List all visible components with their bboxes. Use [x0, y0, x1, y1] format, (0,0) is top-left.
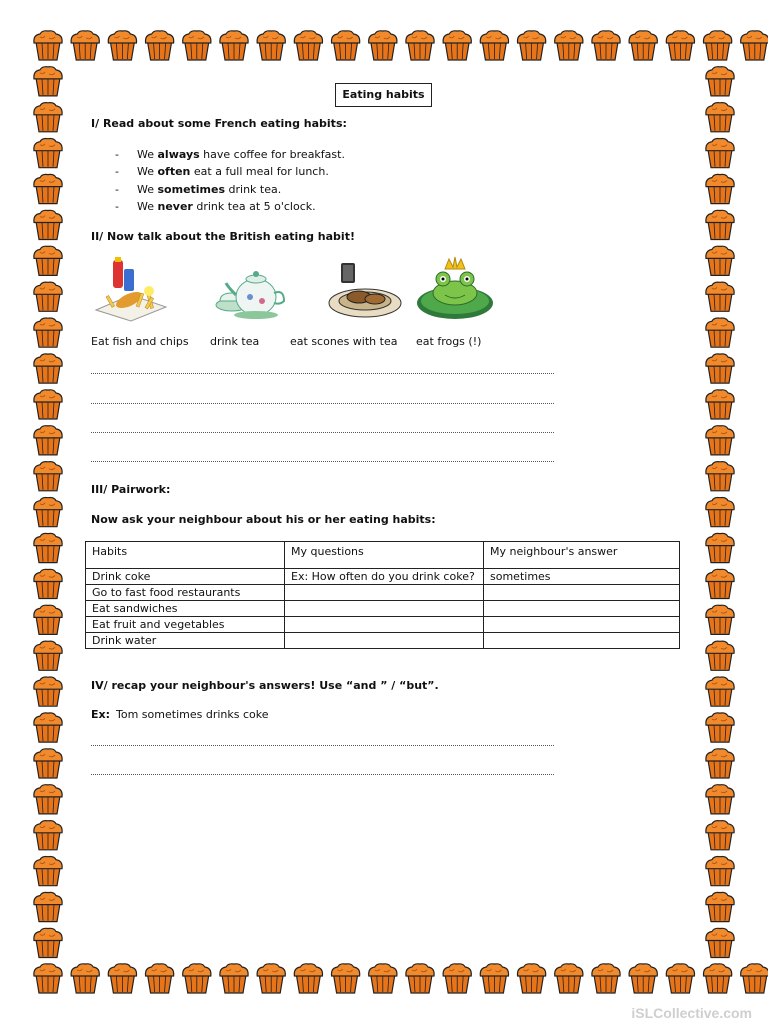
fish-and-chips-icon — [91, 255, 171, 325]
table-header: Habits — [86, 542, 285, 569]
watermark: iSLCollective.com — [631, 1005, 752, 1021]
scones-plate-icon — [325, 255, 405, 325]
table-cell: Go to fast food restaurants — [86, 585, 285, 601]
frog-icon — [413, 255, 498, 325]
table-header: My neighbour's answer — [484, 542, 680, 569]
habits-table — [85, 541, 680, 649]
french-habits-list — [115, 146, 345, 215]
list-item: - We always have coffee for breakfast. — [115, 148, 345, 161]
table-header-row — [86, 542, 680, 569]
table-cell[interactable] — [285, 617, 484, 633]
table-row — [86, 601, 680, 617]
table-cell[interactable]: Ex: How often do you drink coke? — [285, 569, 484, 585]
section1-heading: I/ Read about some French eating habits: — [91, 117, 347, 130]
table-cell[interactable] — [484, 633, 680, 649]
table-cell: Eat fruit and vegetables — [86, 617, 285, 633]
answer-line[interactable] — [91, 403, 554, 404]
table-cell[interactable] — [484, 617, 680, 633]
answer-line[interactable] — [91, 774, 554, 775]
caption-drink-tea: drink tea — [210, 335, 260, 348]
table-header: My questions — [285, 542, 484, 569]
list-item: - We never drink tea at 5 o'clock. — [115, 199, 316, 213]
caption-scones: eat scones with tea — [290, 335, 398, 348]
table-cell[interactable] — [484, 585, 680, 601]
table-row — [86, 617, 680, 633]
section2-heading: II/ Now talk about the British eating habit! — [91, 230, 355, 243]
table-cell: Drink coke — [86, 569, 285, 585]
answer-line[interactable] — [91, 461, 554, 462]
example-label: Ex: — [91, 708, 111, 721]
table-cell[interactable]: sometimes — [484, 569, 680, 585]
table-row — [86, 585, 680, 601]
teapot-icon — [210, 255, 290, 325]
section3-subheading: Now ask your neighbour about his or her eating habits: — [91, 513, 436, 526]
section3-heading: III/ Pairwork: — [91, 483, 171, 496]
table-cell[interactable] — [484, 601, 680, 617]
table-cell: Eat sandwiches — [86, 601, 285, 617]
section4-heading: IV/ recap your neighbour's answers! Use “and ” / “but”. — [91, 679, 439, 692]
table-row — [86, 569, 680, 585]
page-title: Eating habits — [335, 83, 432, 107]
caption-frogs: eat frogs (!) — [416, 335, 482, 348]
table-cell[interactable] — [285, 633, 484, 649]
example-line — [91, 708, 269, 721]
table-cell[interactable] — [285, 585, 484, 601]
answer-line[interactable] — [91, 432, 554, 433]
table-cell[interactable] — [285, 601, 484, 617]
table-row — [86, 633, 680, 649]
answer-line[interactable] — [91, 373, 554, 374]
list-item: - We often eat a full meal for lunch. — [115, 165, 329, 179]
answer-line[interactable] — [91, 745, 554, 746]
list-item: - We sometimes drink tea. — [115, 182, 282, 196]
example-text: Tom sometimes drinks coke — [116, 708, 269, 721]
table-cell: Drink water — [86, 633, 285, 649]
caption-fish-and-chips: Eat fish and chips — [91, 335, 189, 348]
